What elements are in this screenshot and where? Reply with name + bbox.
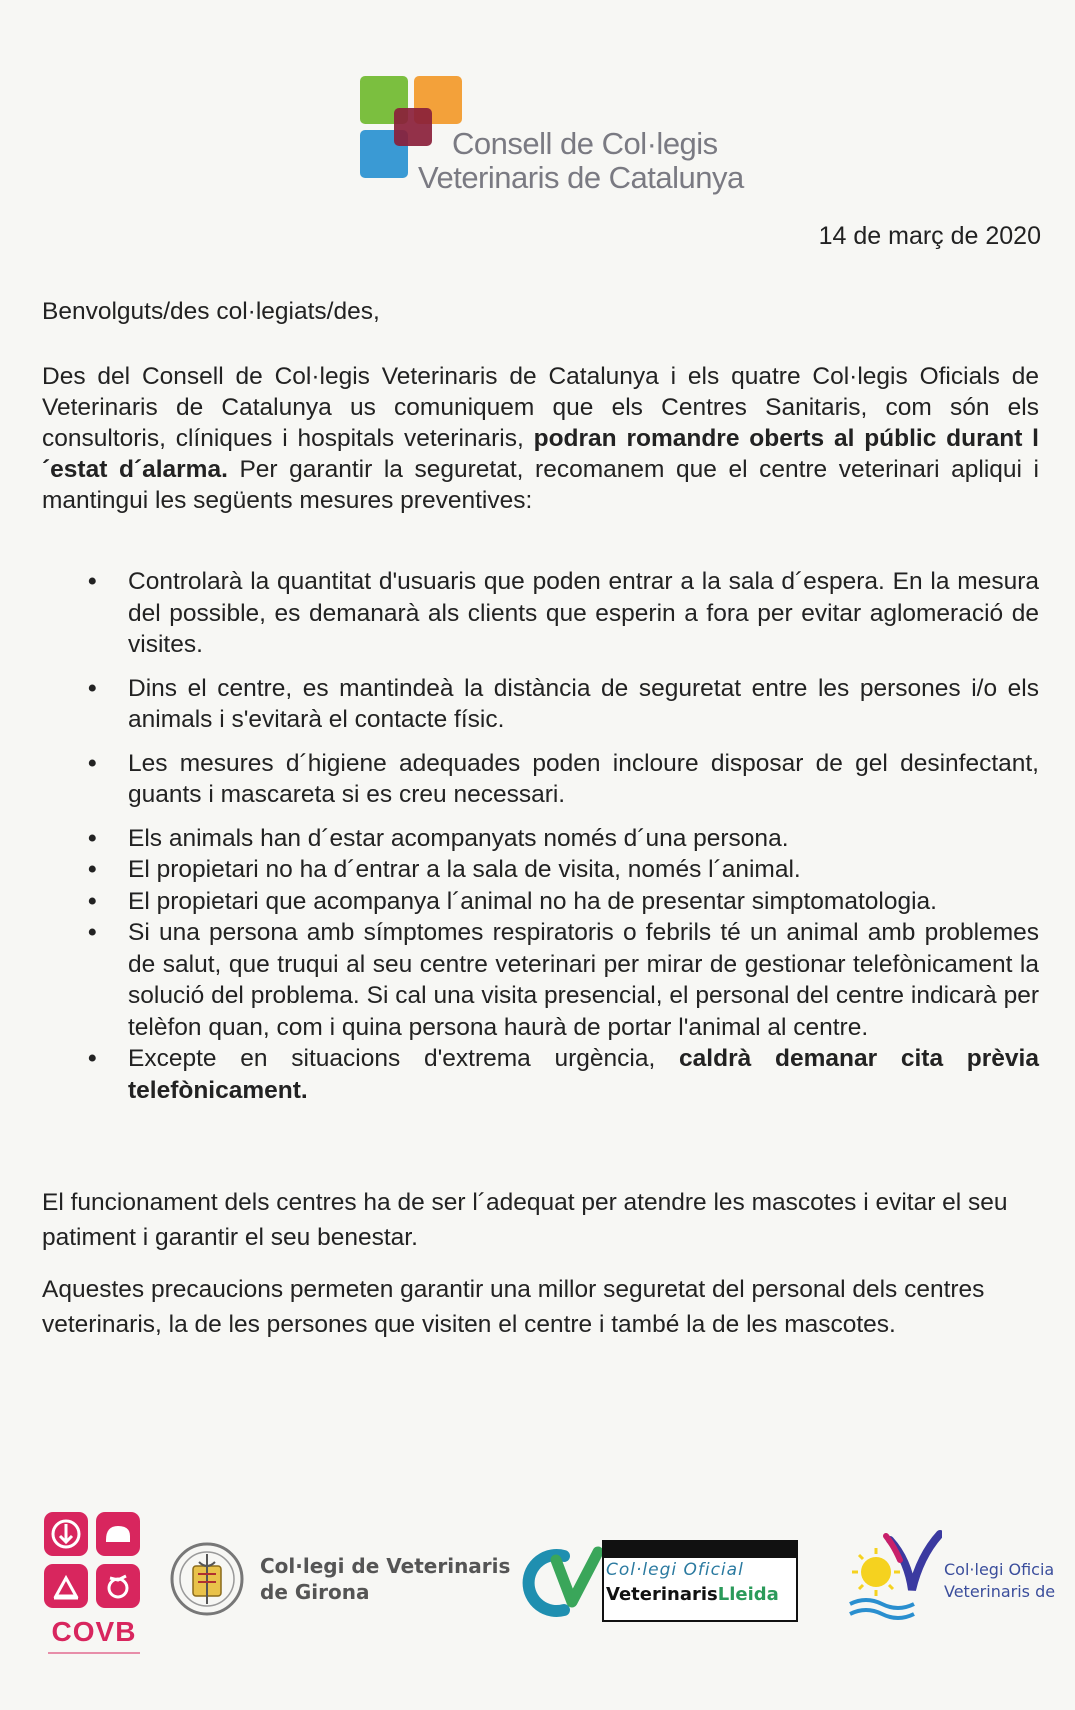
list-item-bold: caldrà demanar cita prèvia telefònicament.	[128, 1045, 1039, 1104]
covb-tile-icon	[44, 1512, 88, 1556]
lleida-cv-icon	[512, 1546, 604, 1620]
list-item	[42, 673, 1039, 736]
lleida-word-lleida: Lleida	[717, 1584, 779, 1605]
covb-label: COVB	[51, 1616, 137, 1647]
bullet-icon: •	[88, 824, 97, 852]
intro-text-2: Per garantir la seguretat, recomanem que el centre veterinari apliqui i mantingui les següents mesures preventives:	[42, 456, 1039, 514]
covb-tile-icon	[96, 1512, 140, 1556]
list-item	[42, 823, 1039, 855]
bullet-icon: •	[88, 674, 97, 702]
tarragona-sun-icon	[846, 1520, 942, 1630]
letter-greeting: Benvolguts/des col·legiats/des,	[42, 298, 380, 325]
girona-name-line2: de Girona	[260, 1580, 370, 1604]
letter-closing-2: Aquestes precaucions permeten garantir una millor seguretat del personal dels centres veterinaris, la de les persones que visiten el centre i també la de les mascotes.	[42, 1276, 985, 1338]
girona-name-line1: Col·legi de Veterinaris	[260, 1554, 511, 1578]
list-item	[42, 917, 1039, 1043]
list-item	[42, 748, 1039, 811]
list-item-text: Si una persona amb símptomes respiratoris o febrils té un animal amb problemes de salut, que truqui al seu centre veterinari per mirar de gestionar telefònicament la solució del problema. Si cal una visita presencial, el personal del centre indicarà per telèfon quan, com i quina persona haurà de portar l'animal al centre.	[128, 919, 1039, 1041]
consell-logo	[360, 70, 760, 200]
logo-name-line2: Veterinaris de Catalunya	[418, 160, 744, 195]
lleida-name-box	[602, 1540, 798, 1622]
bullet-icon: •	[88, 887, 97, 915]
list-item-text: Dins el centre, es mantindeà la distància de seguretat entre les persones i/o els animals i s'evitarà el contacte físic.	[128, 674, 1039, 733]
tarragona-name-line1: Col·legi Oficia	[944, 1560, 1055, 1579]
lleida-name-line1: Col·legi Oficial	[606, 1560, 744, 1580]
girona-seal-icon	[168, 1540, 246, 1618]
letter-date: 14 de març de 2020	[818, 222, 1041, 250]
footer-logos	[0, 1500, 1075, 1700]
girona-logo	[168, 1540, 511, 1640]
bullet-icon: •	[88, 568, 97, 595]
letter-intro	[42, 361, 1039, 516]
letter-closing-1: El funcionament dels centres ha de ser l´adequat per atendre les mascotes i evitar el seu patiment i garantir el seu benestar.	[42, 1189, 1008, 1251]
lleida-name-line2	[606, 1584, 779, 1605]
covb-logo	[44, 1512, 144, 1682]
bullet-icon: •	[88, 1045, 97, 1072]
list-item	[42, 1043, 1039, 1106]
tarragona-name-line2: Veterinaris de	[944, 1582, 1056, 1601]
list-item	[42, 854, 1039, 886]
intro-text-1: Des del Consell de Col·legis Veterinaris de Catalunya i els quatre Col·legis Oficials de Veterinaris de Catalunya us comuniquem que els Centres Sanitaris, com són els consultoris, clíniques i hospitals veterinaris,	[42, 363, 1039, 452]
list-item-text: El propietari no ha d´entrar a la sala de visita, només l´animal.	[128, 856, 801, 883]
tarragona-logo	[846, 1520, 1075, 1650]
logo-name-line1: Consell de Col·legis	[452, 126, 718, 161]
list-item	[42, 886, 1039, 918]
bullet-icon: •	[88, 856, 97, 883]
covb-tile-icon	[44, 1564, 88, 1608]
list-item-text: Les mesures d´higiene adequades poden incloure disposar de gel desinfectant, guants i mascareta si es creu necessari.	[128, 749, 1039, 808]
bullet-icon: •	[88, 919, 97, 946]
measures-list	[42, 566, 1039, 1106]
logo-square-maroon	[394, 108, 432, 146]
covb-divider	[48, 1652, 140, 1662]
list-item-text: Excepte en situacions d'extrema urgència,	[128, 1045, 680, 1072]
list-item-text: El propietari que acompanya l´animal no ha de presentar simptomatologia.	[128, 887, 937, 915]
intro-bold: podran romandre oberts al públic durant l´estat d´alarma.	[42, 425, 1039, 483]
lleida-word-veterinaris: Veterinaris	[606, 1584, 718, 1605]
list-item-text: Controlarà la quantitat d'usuaris que poden entrar a la sala d´espera. En la mesura del possible, es demanarà als clients que esperin a fora per evitar aglomeració de visites.	[128, 568, 1039, 658]
list-item-text: Els animals han d´estar acompanyats només d´una persona.	[128, 824, 789, 852]
bullet-icon: •	[88, 749, 97, 777]
covb-tile-icon	[96, 1564, 140, 1608]
lleida-logo	[512, 1540, 802, 1640]
lleida-name-bar	[604, 1542, 796, 1558]
list-item	[42, 566, 1039, 661]
